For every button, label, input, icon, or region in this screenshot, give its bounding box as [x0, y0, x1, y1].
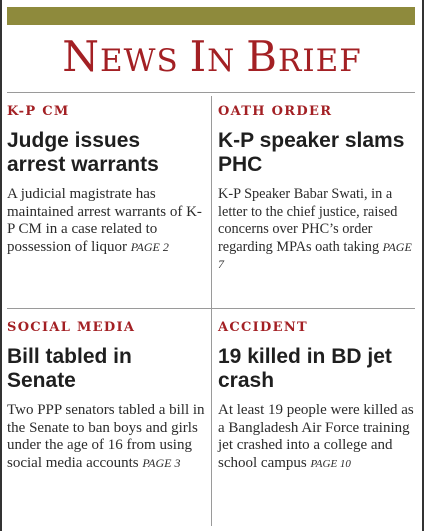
title-initial-i: I [189, 32, 208, 81]
page-reference[interactable]: PAGE 7 [218, 239, 412, 271]
page-reference[interactable]: PAGE 3 [142, 455, 181, 470]
story-kp-cm[interactable] [7, 104, 203, 256]
story-summary [218, 186, 416, 274]
story-social-media[interactable] [7, 320, 205, 472]
story-headline[interactable]: 19 killed in BD jet crash [218, 345, 392, 392]
story-summary [7, 186, 203, 256]
top-divider [7, 92, 415, 93]
story-headline[interactable]: Bill tabled in Senate [7, 345, 132, 392]
story-summary [7, 402, 205, 472]
title-initial-b: B [246, 32, 279, 81]
title-part-ews: EWS [99, 43, 190, 79]
story-body-text: K-P Speaker Babar Swati, in a letter to the chief justice, raised concerns over PHC’s order regarding MPAs oath taking [218, 186, 398, 255]
story-accident[interactable] [218, 320, 416, 473]
title-part-n: N [207, 43, 247, 79]
story-headline[interactable]: K-P speaker slams PHC [218, 129, 405, 176]
story-summary [218, 402, 416, 473]
column-divider [211, 96, 212, 526]
story-kicker: ACCIDENT [218, 320, 308, 335]
title-initial-n: N [62, 32, 100, 81]
story-headline[interactable]: Judge issues arrest warrants [7, 129, 159, 176]
story-body-text: Two PPP senators tabled a bill in the Senate to ban boys and girls under the age of 16 from using social media accounts [7, 402, 205, 471]
page-reference[interactable]: PAGE 2 [130, 239, 169, 254]
story-kicker: OATH ORDER [218, 104, 333, 119]
story-kicker: K-P CM [7, 104, 70, 119]
section-title [0, 32, 424, 81]
story-kicker: SOCIAL MEDIA [7, 320, 136, 335]
story-body-text: At least 19 people were killed as a Bangladesh Air Force training jet crashed into a college and school campus [218, 402, 414, 471]
section-color-bar [7, 7, 415, 25]
story-oath-order[interactable] [218, 104, 416, 274]
page-reference[interactable]: PAGE 10 [310, 457, 351, 470]
story-body-text: A judicial magistrate has maintained arrest warrants of K-P CM in a case related to possession of liquor [7, 186, 202, 255]
title-part-rief: RIEF [278, 43, 362, 79]
